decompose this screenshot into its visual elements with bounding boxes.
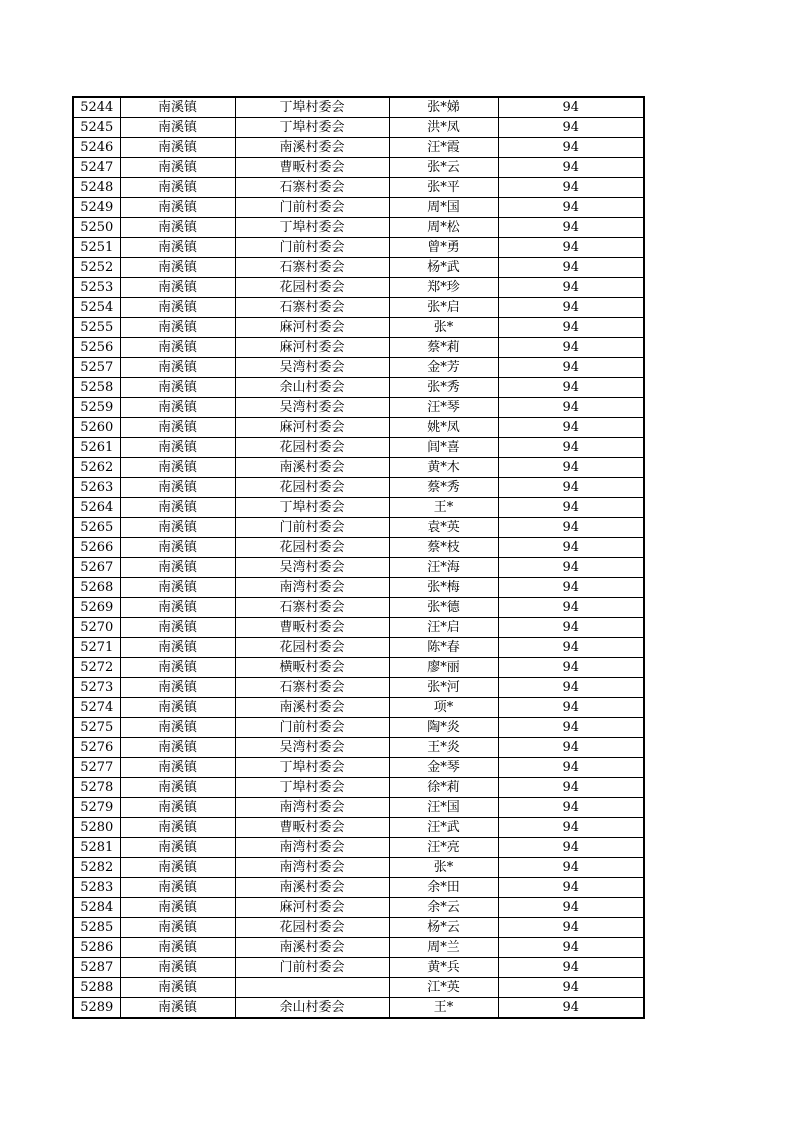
row-number-cell: 5264: [73, 498, 120, 518]
name-cell: 张*河: [389, 678, 498, 698]
value-cell: 94: [498, 518, 644, 538]
row-number-cell: 5285: [73, 918, 120, 938]
row-number-cell: 5257: [73, 358, 120, 378]
table-row: [73, 798, 644, 818]
village-committee-cell: 花园村委会: [235, 918, 389, 938]
value-cell: 94: [498, 898, 644, 918]
name-cell: 汪*国: [389, 798, 498, 818]
row-number-cell: 5256: [73, 338, 120, 358]
table-row: [73, 678, 644, 698]
value-cell: 94: [498, 618, 644, 638]
row-number-cell: 5274: [73, 698, 120, 718]
town-cell: 南溪镇: [120, 498, 235, 518]
village-committee-cell: 门前村委会: [235, 198, 389, 218]
name-cell: 张*娣: [389, 97, 498, 118]
town-cell: 南溪镇: [120, 938, 235, 958]
row-number-cell: 5278: [73, 778, 120, 798]
name-cell: 徐*莉: [389, 778, 498, 798]
town-cell: 南溪镇: [120, 918, 235, 938]
town-cell: 南溪镇: [120, 258, 235, 278]
town-cell: 南溪镇: [120, 458, 235, 478]
value-cell: 94: [498, 978, 644, 998]
town-cell: 南溪镇: [120, 578, 235, 598]
value-cell: 94: [498, 698, 644, 718]
value-cell: 94: [498, 538, 644, 558]
town-cell: 南溪镇: [120, 398, 235, 418]
value-cell: 94: [498, 638, 644, 658]
name-cell: 蔡*莉: [389, 338, 498, 358]
row-number-cell: 5254: [73, 298, 120, 318]
value-cell: 94: [498, 478, 644, 498]
table-row: [73, 898, 644, 918]
row-number-cell: 5270: [73, 618, 120, 638]
row-number-cell: 5250: [73, 218, 120, 238]
name-cell: 周*兰: [389, 938, 498, 958]
value-cell: 94: [498, 858, 644, 878]
value-cell: 94: [498, 158, 644, 178]
town-cell: 南溪镇: [120, 518, 235, 538]
name-cell: 周*国: [389, 198, 498, 218]
town-cell: 南溪镇: [120, 558, 235, 578]
town-cell: 南溪镇: [120, 638, 235, 658]
table-row: [73, 638, 644, 658]
village-committee-cell: 麻河村委会: [235, 338, 389, 358]
row-number-cell: 5244: [73, 97, 120, 118]
town-cell: 南溪镇: [120, 158, 235, 178]
value-cell: 94: [498, 558, 644, 578]
town-cell: 南溪镇: [120, 718, 235, 738]
town-cell: 南溪镇: [120, 658, 235, 678]
name-cell: 汪*霞: [389, 138, 498, 158]
name-cell: 张*德: [389, 598, 498, 618]
town-cell: 南溪镇: [120, 198, 235, 218]
name-cell: 杨*云: [389, 918, 498, 938]
name-cell: 廖*丽: [389, 658, 498, 678]
village-committee-cell: 吴湾村委会: [235, 358, 389, 378]
village-committee-cell: 吴湾村委会: [235, 558, 389, 578]
name-cell: 王*炎: [389, 738, 498, 758]
row-number-cell: 5262: [73, 458, 120, 478]
village-committee-cell: 石寨村委会: [235, 178, 389, 198]
table-row: [73, 138, 644, 158]
value-cell: 94: [498, 758, 644, 778]
row-number-cell: 5269: [73, 598, 120, 618]
town-cell: 南溪镇: [120, 478, 235, 498]
value-cell: 94: [498, 258, 644, 278]
town-cell: 南溪镇: [120, 438, 235, 458]
town-cell: 南溪镇: [120, 238, 235, 258]
town-cell: 南溪镇: [120, 698, 235, 718]
village-committee-cell: 吴湾村委会: [235, 738, 389, 758]
table-row: [73, 538, 644, 558]
value-cell: 94: [498, 678, 644, 698]
village-committee-cell: 石寨村委会: [235, 258, 389, 278]
row-number-cell: 5255: [73, 318, 120, 338]
table-row: [73, 298, 644, 318]
value-cell: 94: [498, 97, 644, 118]
town-cell: 南溪镇: [120, 118, 235, 138]
village-committee-cell: 石寨村委会: [235, 678, 389, 698]
village-committee-cell: 石寨村委会: [235, 598, 389, 618]
table-row: [73, 178, 644, 198]
village-committee-cell: 门前村委会: [235, 718, 389, 738]
value-cell: 94: [498, 498, 644, 518]
row-number-cell: 5271: [73, 638, 120, 658]
row-number-cell: 5268: [73, 578, 120, 598]
row-number-cell: 5265: [73, 518, 120, 538]
name-cell: 黄*木: [389, 458, 498, 478]
village-committee-cell: 丁埠村委会: [235, 498, 389, 518]
town-cell: 南溪镇: [120, 798, 235, 818]
row-number-cell: 5263: [73, 478, 120, 498]
name-cell: 曾*勇: [389, 238, 498, 258]
town-cell: 南溪镇: [120, 758, 235, 778]
row-number-cell: 5260: [73, 418, 120, 438]
town-cell: 南溪镇: [120, 338, 235, 358]
town-cell: 南溪镇: [120, 858, 235, 878]
table-row: [73, 558, 644, 578]
table-row: [73, 758, 644, 778]
row-number-cell: 5276: [73, 738, 120, 758]
town-cell: 南溪镇: [120, 878, 235, 898]
table-row: [73, 778, 644, 798]
town-cell: 南溪镇: [120, 218, 235, 238]
value-cell: 94: [498, 298, 644, 318]
row-number-cell: 5267: [73, 558, 120, 578]
value-cell: 94: [498, 878, 644, 898]
table-row: [73, 258, 644, 278]
value-cell: 94: [498, 118, 644, 138]
village-committee-cell: 曹畈村委会: [235, 818, 389, 838]
name-cell: 汪*亮: [389, 838, 498, 858]
value-cell: 94: [498, 938, 644, 958]
village-committee-cell: 南溪村委会: [235, 878, 389, 898]
row-number-cell: 5273: [73, 678, 120, 698]
table-row: [73, 918, 644, 938]
table-row: [73, 578, 644, 598]
table-row: [73, 118, 644, 138]
row-number-cell: 5261: [73, 438, 120, 458]
name-cell: 郑*珍: [389, 278, 498, 298]
town-cell: 南溪镇: [120, 598, 235, 618]
value-cell: 94: [498, 438, 644, 458]
name-cell: 金*芳: [389, 358, 498, 378]
village-committee-cell: 南湾村委会: [235, 858, 389, 878]
row-number-cell: 5246: [73, 138, 120, 158]
village-committee-cell: 丁埠村委会: [235, 758, 389, 778]
value-cell: 94: [498, 998, 644, 1019]
table-row: [73, 498, 644, 518]
name-cell: 袁*英: [389, 518, 498, 538]
table-row: [73, 478, 644, 498]
table-row: [73, 338, 644, 358]
town-cell: 南溪镇: [120, 978, 235, 998]
name-cell: 江*英: [389, 978, 498, 998]
village-committee-cell: 丁埠村委会: [235, 118, 389, 138]
village-committee-cell: 横畈村委会: [235, 658, 389, 678]
name-cell: 余*云: [389, 898, 498, 918]
village-committee-cell: 门前村委会: [235, 238, 389, 258]
row-number-cell: 5284: [73, 898, 120, 918]
name-cell: 王*: [389, 498, 498, 518]
village-committee-cell: 门前村委会: [235, 958, 389, 978]
value-cell: 94: [498, 658, 644, 678]
table-row: [73, 238, 644, 258]
name-cell: 张*启: [389, 298, 498, 318]
row-number-cell: 5277: [73, 758, 120, 778]
value-cell: 94: [498, 398, 644, 418]
name-cell: 项*: [389, 698, 498, 718]
village-committee-cell: 南溪村委会: [235, 458, 389, 478]
value-cell: 94: [498, 198, 644, 218]
row-number-cell: 5289: [73, 998, 120, 1019]
village-committee-cell: 南湾村委会: [235, 838, 389, 858]
value-cell: 94: [498, 598, 644, 618]
value-cell: 94: [498, 718, 644, 738]
name-cell: 余*田: [389, 878, 498, 898]
value-cell: 94: [498, 218, 644, 238]
row-number-cell: 5251: [73, 238, 120, 258]
name-cell: 姚*凤: [389, 418, 498, 438]
table-row: [73, 518, 644, 538]
table-row: [73, 598, 644, 618]
town-cell: 南溪镇: [120, 998, 235, 1019]
value-cell: 94: [498, 318, 644, 338]
village-committee-cell: 丁埠村委会: [235, 97, 389, 118]
village-committee-cell: 南溪村委会: [235, 938, 389, 958]
table-row: [73, 458, 644, 478]
town-cell: 南溪镇: [120, 618, 235, 638]
row-number-cell: 5286: [73, 938, 120, 958]
row-number-cell: 5283: [73, 878, 120, 898]
table-row: [73, 278, 644, 298]
table-row: [73, 318, 644, 338]
value-cell: 94: [498, 838, 644, 858]
table-row: [73, 438, 644, 458]
table-row: [73, 198, 644, 218]
value-cell: 94: [498, 778, 644, 798]
village-committee-cell: 余山村委会: [235, 998, 389, 1019]
name-cell: 张*: [389, 858, 498, 878]
village-committee-cell: 麻河村委会: [235, 898, 389, 918]
table-row: [73, 378, 644, 398]
name-cell: 陶*炎: [389, 718, 498, 738]
name-cell: 王*: [389, 998, 498, 1019]
village-committee-cell: 花园村委会: [235, 638, 389, 658]
name-cell: 张*云: [389, 158, 498, 178]
name-cell: 汪*琴: [389, 398, 498, 418]
village-committee-cell: 花园村委会: [235, 478, 389, 498]
name-cell: 张*梅: [389, 578, 498, 598]
village-committee-cell: [235, 978, 389, 998]
town-cell: 南溪镇: [120, 838, 235, 858]
name-cell: 洪*凤: [389, 118, 498, 138]
name-cell: 蔡*秀: [389, 478, 498, 498]
value-cell: 94: [498, 738, 644, 758]
row-number-cell: 5245: [73, 118, 120, 138]
name-cell: 张*秀: [389, 378, 498, 398]
table-row: [73, 858, 644, 878]
value-cell: 94: [498, 338, 644, 358]
village-committee-cell: 花园村委会: [235, 438, 389, 458]
town-cell: 南溪镇: [120, 278, 235, 298]
village-committee-cell: 花园村委会: [235, 538, 389, 558]
name-cell: 黄*兵: [389, 958, 498, 978]
village-committee-cell: 花园村委会: [235, 278, 389, 298]
table-row: [73, 738, 644, 758]
value-cell: 94: [498, 958, 644, 978]
value-cell: 94: [498, 918, 644, 938]
name-cell: 蔡*枝: [389, 538, 498, 558]
town-cell: 南溪镇: [120, 178, 235, 198]
value-cell: 94: [498, 138, 644, 158]
town-cell: 南溪镇: [120, 738, 235, 758]
value-cell: 94: [498, 378, 644, 398]
town-cell: 南溪镇: [120, 97, 235, 118]
table-row: [73, 418, 644, 438]
row-number-cell: 5259: [73, 398, 120, 418]
town-cell: 南溪镇: [120, 538, 235, 558]
village-committee-cell: 麻河村委会: [235, 318, 389, 338]
value-cell: 94: [498, 458, 644, 478]
village-committee-cell: 曹畈村委会: [235, 618, 389, 638]
town-cell: 南溪镇: [120, 678, 235, 698]
town-cell: 南溪镇: [120, 138, 235, 158]
town-cell: 南溪镇: [120, 418, 235, 438]
name-cell: 张*平: [389, 178, 498, 198]
row-number-cell: 5282: [73, 858, 120, 878]
table-row: [73, 978, 644, 998]
village-committee-cell: 曹畈村委会: [235, 158, 389, 178]
name-cell: 陈*春: [389, 638, 498, 658]
name-cell: 张*: [389, 318, 498, 338]
name-cell: 闾*喜: [389, 438, 498, 458]
name-cell: 汪*启: [389, 618, 498, 638]
table-row: [73, 718, 644, 738]
name-cell: 汪*武: [389, 818, 498, 838]
table-row: [73, 818, 644, 838]
row-number-cell: 5279: [73, 798, 120, 818]
town-cell: 南溪镇: [120, 958, 235, 978]
village-committee-cell: 石寨村委会: [235, 298, 389, 318]
town-cell: 南溪镇: [120, 298, 235, 318]
table-row: [73, 618, 644, 638]
value-cell: 94: [498, 418, 644, 438]
table-body: [73, 97, 644, 1018]
town-cell: 南溪镇: [120, 778, 235, 798]
village-committee-cell: 门前村委会: [235, 518, 389, 538]
row-number-cell: 5281: [73, 838, 120, 858]
town-cell: 南溪镇: [120, 318, 235, 338]
town-cell: 南溪镇: [120, 378, 235, 398]
table-row: [73, 97, 644, 118]
row-number-cell: 5288: [73, 978, 120, 998]
village-committee-cell: 丁埠村委会: [235, 218, 389, 238]
table-row: [73, 398, 644, 418]
row-number-cell: 5249: [73, 198, 120, 218]
row-number-cell: 5248: [73, 178, 120, 198]
table-row: [73, 218, 644, 238]
value-cell: 94: [498, 798, 644, 818]
table-row: [73, 838, 644, 858]
village-committee-cell: 余山村委会: [235, 378, 389, 398]
table-row: [73, 158, 644, 178]
row-number-cell: 5280: [73, 818, 120, 838]
row-number-cell: 5275: [73, 718, 120, 738]
town-cell: 南溪镇: [120, 898, 235, 918]
village-committee-cell: 吴湾村委会: [235, 398, 389, 418]
row-number-cell: 5252: [73, 258, 120, 278]
table-row: [73, 698, 644, 718]
value-cell: 94: [498, 238, 644, 258]
name-cell: 杨*武: [389, 258, 498, 278]
table-row: [73, 358, 644, 378]
name-cell: 汪*海: [389, 558, 498, 578]
row-number-cell: 5247: [73, 158, 120, 178]
village-committee-cell: 南湾村委会: [235, 798, 389, 818]
row-number-cell: 5266: [73, 538, 120, 558]
name-cell: 周*松: [389, 218, 498, 238]
table-row: [73, 958, 644, 978]
table-row: [73, 998, 644, 1019]
data-table: [72, 96, 645, 1019]
village-committee-cell: 南溪村委会: [235, 698, 389, 718]
table-row: [73, 878, 644, 898]
town-cell: 南溪镇: [120, 818, 235, 838]
village-committee-cell: 南湾村委会: [235, 578, 389, 598]
row-number-cell: 5253: [73, 278, 120, 298]
name-cell: 金*琴: [389, 758, 498, 778]
table-row: [73, 658, 644, 678]
value-cell: 94: [498, 178, 644, 198]
table-row: [73, 938, 644, 958]
value-cell: 94: [498, 278, 644, 298]
town-cell: 南溪镇: [120, 358, 235, 378]
village-committee-cell: 麻河村委会: [235, 418, 389, 438]
value-cell: 94: [498, 358, 644, 378]
village-committee-cell: 南溪村委会: [235, 138, 389, 158]
value-cell: 94: [498, 578, 644, 598]
value-cell: 94: [498, 818, 644, 838]
row-number-cell: 5258: [73, 378, 120, 398]
row-number-cell: 5287: [73, 958, 120, 978]
village-committee-cell: 丁埠村委会: [235, 778, 389, 798]
row-number-cell: 5272: [73, 658, 120, 678]
